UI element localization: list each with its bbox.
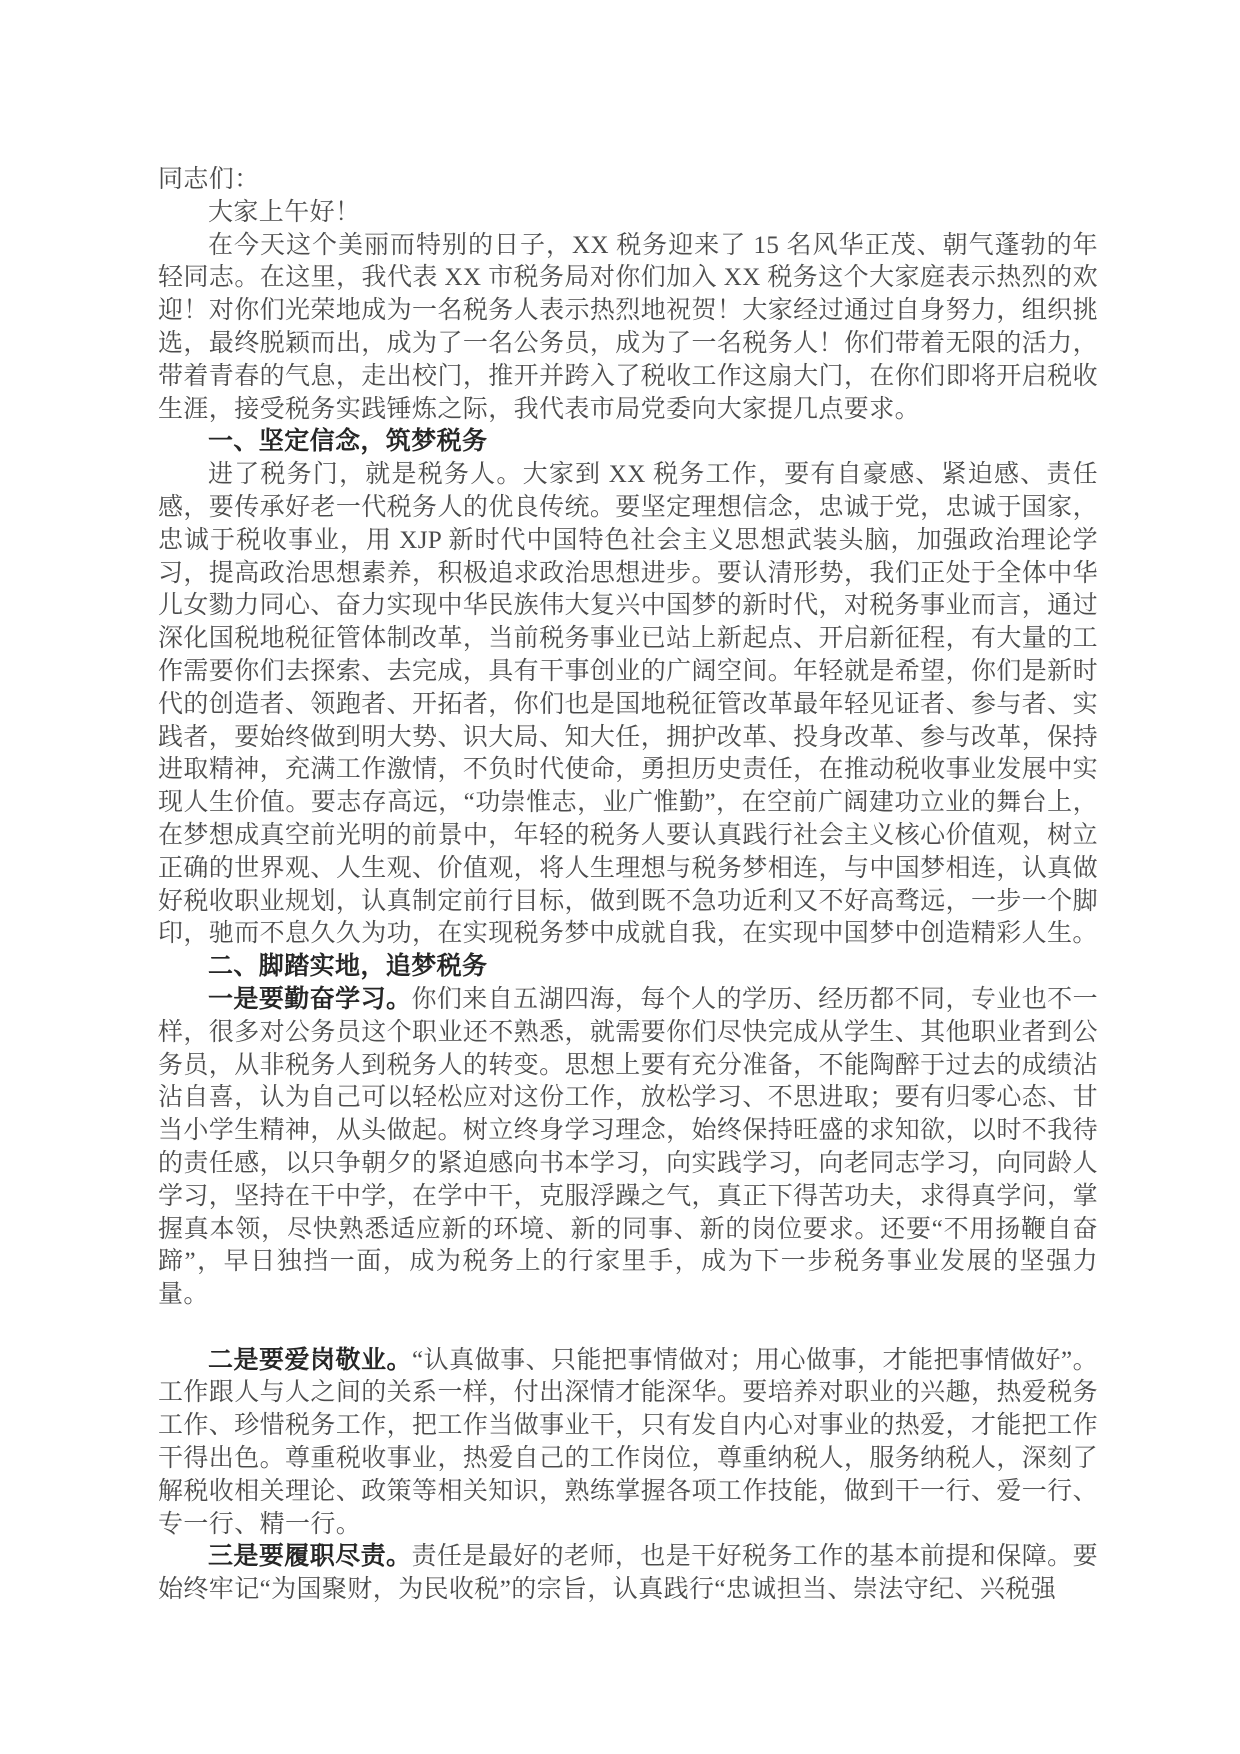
text-run: 同志们：: [158, 166, 260, 193]
bold-text-run: 三是要履职尽责。: [208, 1543, 412, 1571]
bold-text-run: 二、脚踏实地，追梦税务: [208, 953, 488, 981]
blank-line: [158, 1312, 1098, 1345]
bold-text-run: 二是要爱岗敬业。: [208, 1346, 412, 1374]
paragraph: [158, 164, 1098, 197]
text-run: 进了税务门，就是税务人。大家到 XX 税务工作，要有自豪感、紧迫感、责任感，要传承好老一代税务人的优良传统。要坚定理想信念，忠诚于党，忠诚于国家，忠诚于税收事业，用 XJP 新时代中国特色社会主义思想武装头脑，加强政治理论学习，提高政治思想素养，积极追求政治思想进步。要认清形势，我们正处于全体中华儿女勠力同心、奋力实现中华民族伟大复兴中国梦的新时代，对税务事业而言，通过深化国税地税征管体制改革，当前税务事业已站上新起点、开启新征程，有大量的工作需要你们去探索、去完成，具有干事创业的广阔空间。年轻就是希望，你们是新时代的创造者、领跑者、开拓者，你们也是国地税征管改革最年轻见证者、参与者、实践者，要始终做到明大势、识大局、知大任，拥护改革、投身改革、参与改革，保持进取精神，充满工作激情，不负时代使命，勇担历史责任，在推动税收事业发展中实现人生价值。要志存高远，“功崇惟志，业广惟勤”，在空前广阔建功立业的舞台上，在梦想成真空前光明的前景中，年轻的税务人要认真践行社会主义核心价值观，树立正确的世界观、人生观、价值观，将人生理想与税务梦相连，与中国梦相连，认真做好税收职业规划，认真制定前行目标，做到既不急功近利又不好高骛远，一步一个脚印，驰而不息久久为功，在实现税务梦中成就自我，在实现中国梦中创造精彩人生。: [158, 461, 1098, 948]
paragraph: [158, 984, 1098, 1312]
text-run: 大家上午好！: [208, 198, 361, 226]
text-run: “认真做事、只能把事情做对；用心做事，才能把事情做好”。工作跟人与人之间的关系一样，付出深情才能深华。要培养对职业的兴趣，热爱税务工作、珍惜税务工作，把工作当做事业干，只有发自内心对事业的热爱，才能把工作干得出色。尊重税收事业，热爱自己的工作岗位，尊重纳税人，服务纳税人，深刻了解税收相关理论、政策等相关知识，熟练掌握各项工作技能，做到干一行、爱一行、专一行、精一行。: [158, 1346, 1098, 1538]
paragraph: [158, 1345, 1098, 1542]
section-heading: [158, 951, 1098, 984]
section-heading: [158, 426, 1098, 459]
text-run: 你们来自五湖四海，每个人的学历、经历都不同，专业也不一样，很多对公务员这个职业还不熟悉，就需要你们尽快完成从学生、其他职业者到公务员，从非税务人到税务人的转变。思想上要有充分准备，不能陶醉于过去的成绩沾沾自喜，认为自己可以轻松应对这份工作，放松学习、不思进取；要有归零心态、甘当小学生精神，从头做起。树立终身学习理念，始终保持旺盛的求知欲，以时不我待的责任感，以只争朝夕的紧迫感向书本学习，向实践学习，向老同志学习，向同龄人学习，坚持在干中学，在学中干，克服浮躁之气，真正下得苦功夫，求得真学问，掌握真本领，尽快熟悉适应新的环境、新的同事、新的岗位要求。还要“不用扬鞭自奋蹄”，早日独挡一面，成为税务上的行家里手，成为下一步税务事业发展的坚强力量。: [158, 985, 1098, 1309]
text-run: 责任是最好的老师，也是干好税务工作的基本前提和保障。要始终牢记“为国聚财，为民收税”的宗旨，认真践行“忠诚担当、崇法守纪、兴税强: [158, 1543, 1098, 1604]
paragraph: [158, 459, 1098, 951]
paragraph: [158, 1541, 1098, 1607]
bold-text-run: 一是要勤奋学习。: [208, 985, 412, 1013]
paragraph: [158, 197, 1098, 230]
bold-text-run: 一、坚定信念，筑梦税务: [208, 428, 488, 456]
document-content: [158, 164, 1098, 1607]
text-run: 在今天这个美丽而特别的日子，XX 税务迎来了 15 名风华正茂、朝气蓬勃的年轻同志。在这里，我代表 XX 市税务局对你们加入 XX 税务这个大家庭表示热烈的欢迎！对你们光荣地成为一名税务人表示热烈地祝贺！大家经过通过自身努力，组织挑选，最终脱颖而出，成为了一名公务员，成为了一名税务人！你们带着无限的活力，带着青春的气息，走出校门，推开并跨入了税收工作这扇大门，在你们即将开启税收生涯，接受税务实践锤炼之际，我代表市局党委向大家提几点要求。: [158, 231, 1098, 423]
paragraph: [158, 230, 1098, 427]
